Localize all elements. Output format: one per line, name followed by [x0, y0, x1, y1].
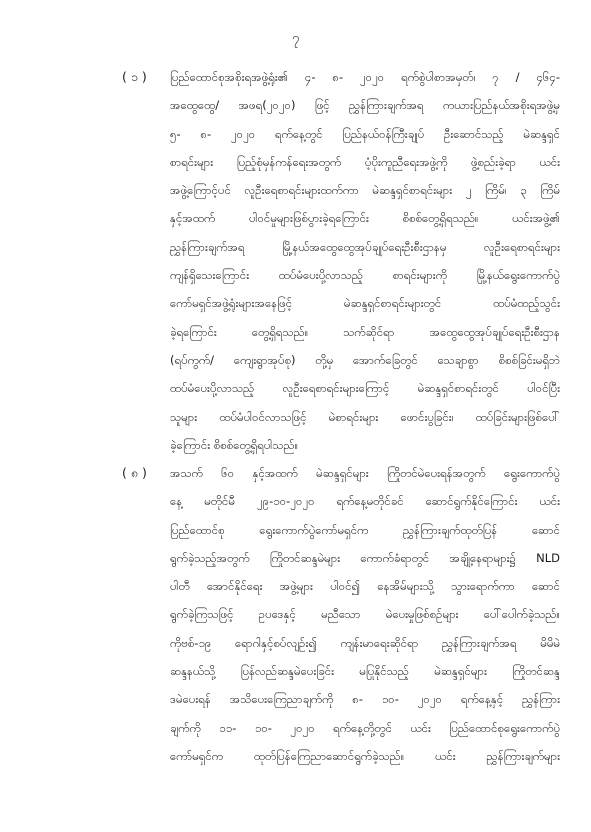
paragraph-1-line-7: ညွှန်ကြားချက်အရ မြို့နယ်အထွေထွေအုပ်ချုပ်ရေးဦးစီးဌာနမှ လူဦးရေစာရင်းများ: [170, 239, 560, 254]
paragraph-2-line-9: ဒမဲပေးရန် အသိပေးကြေညာချက်ကို ၈- ၁၀- ၂၀၂၀ ရက်နေ့နှင့် ညွှန်ကြား: [170, 692, 560, 707]
paragraph-1-line-12: ထပ်မံပေးပို့လာသည့် လူဦးရေစာရင်းများကြောင့် မဲဆန္ဒရှင်စာရင်းတွင် ပါဝင်ပြီး: [170, 381, 560, 396]
paragraph-2-number: ( ၈ ): [122, 465, 147, 480]
paragraph-1-line-9: ကော်မရှင်အဖွဲ့ရုံးများအနေဖြင့် မဲဆန္ဒရှင်စာရင်းများတွင် ထပ်မံထည့်သွင်း: [170, 296, 560, 311]
paragraph-1-line-6: နှင့်အထက် ပါဝင်မှုများဖြစ်ပွားခဲ့ရကြောင်း စိစစ်တွေ့ရှိရသည်။ ယင်းအဖွဲ့၏: [170, 211, 560, 226]
paragraph-1-number: ( ၁ ): [122, 69, 147, 84]
paragraph-2-line-6: ရွက်ခဲ့ကြသဖြင့် ဥပဒေနှင့် မညီသော မဲပေးမှုဖြစ်စဉ်များ ပေါ်ပေါက်ခဲ့သည်။: [170, 607, 560, 622]
paragraph-2-line-4: ရွက်ခဲ့သည့်အတွက် ကြိုတင်ဆန္ဒမဲများ ကောက်ခံရာတွင် အချို့နေရာများ၌ NLD: [170, 550, 560, 565]
paragraph-2-line-2: နေ့ မတိုင်မီ ၂၉-၁၀-၂၀၂၀ ရက်နေ့မတိုင်ခင် ဆောင်ရွက်နိုင်ကြောင်း ယင်း: [170, 494, 560, 509]
paragraph-1-line-14: ခဲ့ကြောင်း စိစစ်တွေ့ရှိရပါသည်။: [170, 437, 299, 452]
paragraph-1-body: [170, 63, 560, 459]
paragraph-2-line-7: ကိုဗစ်-၁၉ ရောဂါနှင့်စပ်လျဉ်း၍ ကျန်းမာရေးဆိုင်ရာ ညွှန်ကြားချက်အရ မိမိမဲ: [170, 635, 560, 650]
paragraph-1-line-4: စာရင်းများ ပြည့်စုံမှန်ကန်ရေးအတွက် ပံ့ပိုးကူညီရေးအဖွဲ့ကို ဖွဲ့စည်းခဲ့ရာ ယင်း: [170, 154, 560, 169]
paragraph-2-line-3: ပြည်ထောင်စု ရွေးကောက်ပွဲကော်မရှင်က ညွှန်ကြားချက်ထုတ်ပြန် ဆောင်: [170, 522, 560, 537]
paragraph-2-line-5: ပါတီ အောင်နိုင်ရေး အဖွဲ့များ ပါဝင်၍ နေအိမ်များသို့ သွားရောက်ကာ ဆောင်: [170, 579, 560, 594]
paragraph-2-line-10: ချက်ကို ၁၁- ၁၀- ၂၀၂၀ ရက်နေ့တို့တွင် ယင်း ပြည်ထောင်စုရွေးကောက်ပွဲ: [170, 720, 560, 735]
paragraph-1-line-11: (ရပ်ကွက်/ ကျေးရွာအုပ်စု) တို့မှ အောက်ခြေတွင် သေချာစွာ စိစစ်ခြင်းမရှိဘဲ: [170, 352, 560, 367]
paragraph-2-line-8: ဆန္ဒနယ်သို့ ပြန်လည်ဆန္ဒမဲပေးခြင်း မပြုနိုင်သည့် မဲဆန္ဒရှင်များ ကြိုတင်ဆန္ဒ: [170, 664, 560, 679]
paragraph-2-body: [170, 459, 560, 770]
paragraph-1-line-13: သူများ ထပ်မံပါဝင်လာသဖြင့် မဲစာရင်းများ ဖောင်းပွခြင်း၊ ထပ်ခြင်းများဖြစ်ပေါ်: [170, 409, 560, 424]
paragraph-2-line-11: ကော်မရှင်က ထုတ်ပြန်ကြေညာဆောင်ရွက်ခဲ့သည်။ ယင်း ညွှန်ကြားချက်များ: [170, 748, 560, 763]
paragraph-1-line-8: ကျန်ရှိသေးကြောင်း ထပ်မံပေးပို့လာသည့် စာရင်းများကို မြို့နယ်ရွေးကောက်ပွဲ: [170, 268, 560, 283]
paragraph-1-line-5: အဖွဲ့ကြောင့်ပင် လူဦးရေစာရင်းများထက်ကာ မဲဆန္ဒရှင်စာရင်းများ ၂ ကြိမ်၊ ၃ ကြိမ်: [170, 183, 560, 198]
paragraph-1-line-1: ပြည်ထောင်စုအစိုးရအဖွဲ့ရုံး၏ ၄- ၈- ၂၀၂၀ ရက်စွဲပါစာအမှတ်၊ ၇ / ၄၆၄-: [170, 70, 560, 84]
paragraph-2-line-1: အသက် ၆၀ နှင့်အထက် မဲဆန္ဒရှင်များ ကြိုတင်မဲပေးရန်အတွက် ရွေးကောက်ပွဲ: [170, 466, 560, 480]
page-number: ၇: [291, 31, 300, 46]
paragraph-1-line-10: ခဲ့ရကြောင်း တွေ့ရှိရသည်။ သက်ဆိုင်ရာ အထွေထွေအုပ်ချုပ်ရေးဦးစီးဌာန: [170, 324, 560, 339]
paragraph-1-line-3: ၅- ၈- ၂၀၂၀ ရက်နေ့တွင် ပြည်နယ်ဝန်ကြီးချုပ် ဦးဆောင်သည့် မဲဆန္ဒရှင်: [170, 126, 560, 141]
paragraph-1-line-2: အထွေထွေ/ အဖရ(၂၀၂၀) ဖြင့် ညွှန်ကြားချက်အရ ကယားပြည်နယ်အစိုးရအဖွဲ့မှ: [170, 98, 560, 113]
